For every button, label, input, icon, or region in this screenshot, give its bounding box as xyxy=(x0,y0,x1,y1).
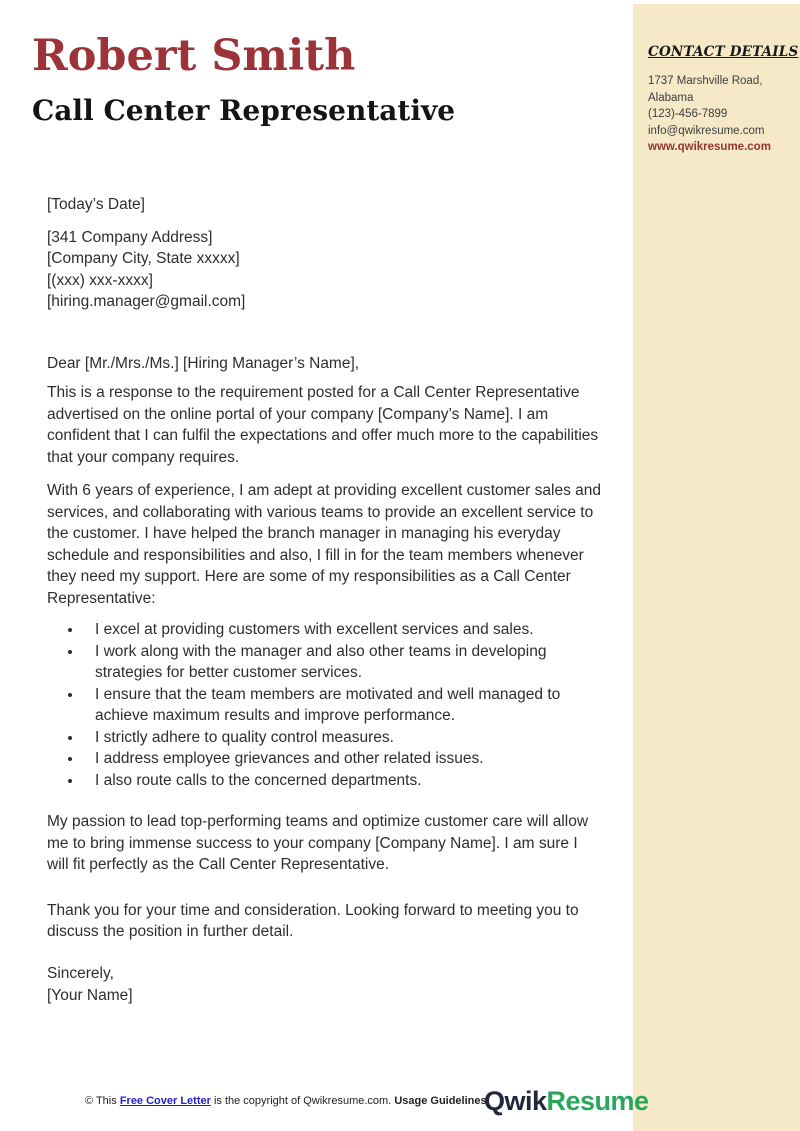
company-phone-line: [(xxx) xxx-xxxx] xyxy=(47,271,153,289)
contact-sidebar xyxy=(633,4,800,1131)
company-address-line: [341 Company Address] xyxy=(47,228,213,246)
company-city-line: [Company City, State xxxxx] xyxy=(47,250,240,267)
qwikresume-logo xyxy=(484,1086,649,1117)
paragraph-experience: With 6 years of experience, I am adept at providing excellent customer sales and services, and collaborating with various teams to provide an excellent service to the customer. I have helped the branch manager in managing his everyday schedule and responsibilities and also, I fill in for the team members whenever they need my support. Here are some of my responsibilities as a Call Center Representative: xyxy=(47,482,601,607)
list-item: • I also route calls to the concerned departments. xyxy=(83,770,602,792)
list-item: • I excel at providing customers with excellent services and sales. xyxy=(83,619,602,641)
contact-address-line2: Alabama xyxy=(648,91,694,104)
company-address-block xyxy=(47,227,602,313)
free-cover-letter-link[interactable]: Free Cover Letter xyxy=(119,1095,211,1107)
responsibilities-list xyxy=(47,619,602,791)
logo-qwik-text: Qwik xyxy=(484,1086,547,1116)
person-name: Robert Smith xyxy=(32,31,356,81)
hiring-manager-email-line: [hiring.manager@gmail.com] xyxy=(47,293,246,310)
paragraph-intro: This is a response to the requirement posted for a Call Center Representative advertised on the online portal of your company [Company’s Name]. I am confident that I can fulfil the expectations and offer much more to the capabilities that your company requires. xyxy=(47,384,599,466)
signature-placeholder: [Your Name] xyxy=(47,987,133,1004)
list-item: • I strictly adhere to quality control measures. xyxy=(83,727,602,749)
website-link[interactable]: www.qwikresume.com xyxy=(648,141,771,153)
copyright-notice xyxy=(85,1095,487,1107)
contact-address-line1: 1737 Marshville Road, xyxy=(648,75,763,87)
copyright-middle: is the copyright of Qwikresume.com. xyxy=(210,1095,395,1107)
paragraph-passion: My passion to lead top-performing teams and optimize customer care will allow me to bring immense success to your company [Company Name]. I am sure I will fit perfectly as the Call Center Representative. xyxy=(47,813,589,873)
usage-guidelines-label: Usage Guidelines xyxy=(394,1095,487,1107)
logo-resume-text: Resume xyxy=(546,1086,649,1116)
salutation: Dear [Mr./Mrs./Ms.] [Hiring Manager’s Name], xyxy=(47,354,360,372)
copyright-prefix: © This xyxy=(85,1095,120,1107)
list-item: • I work along with the manager and also other teams in developing strategies for better customer services. xyxy=(83,641,602,684)
letter-body xyxy=(32,30,602,1007)
closing-salutation: Sincerely, xyxy=(47,964,114,982)
list-item: • I address employee grievances and other related issues. xyxy=(83,748,602,770)
job-title: Call Center Representative xyxy=(32,94,456,127)
contact-phone: (123)-456-7899 xyxy=(648,108,728,120)
contact-lines xyxy=(648,73,788,156)
list-item: • I ensure that the team members are motivated and well managed to achieve maximum results and improve performance. xyxy=(83,684,602,727)
contact-details-heading: CONTACT DETAILS xyxy=(648,44,799,60)
date-placeholder: [Today’s Date] xyxy=(47,196,145,213)
paragraph-thanks: Thank you for your time and consideration. Looking forward to meeting you to discuss the position in further detail. xyxy=(47,901,579,940)
contact-email: info@qwikresume.com xyxy=(648,124,765,137)
